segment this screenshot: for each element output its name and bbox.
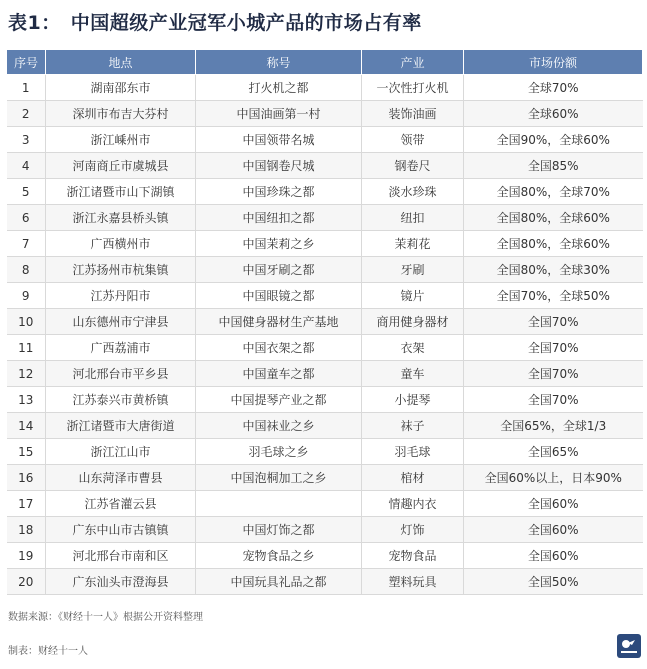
header-location: 地点 — [46, 50, 196, 75]
table-row — [7, 257, 643, 283]
cell-industry: 茉莉花 — [362, 231, 464, 257]
cell-market-share: 全国80%，全球60% — [464, 231, 643, 257]
cell-location: 浙江诸暨市大唐街道 — [46, 413, 196, 439]
cell-location: 山东德州市宁津县 — [46, 309, 196, 335]
cell-title: 中国提琴产业之都 — [196, 387, 362, 413]
cell-title: 打火机之都 — [196, 75, 362, 101]
cell-market-share: 全国60%以上，日本90% — [464, 465, 643, 491]
cell-location: 山东菏泽市曹县 — [46, 465, 196, 491]
cell-market-share: 全国65%，全球1/3 — [464, 413, 643, 439]
cell-location: 河南商丘市虞城县 — [46, 153, 196, 179]
cell-index: 4 — [7, 153, 46, 179]
cell-industry: 小提琴 — [362, 387, 464, 413]
cell-title: 中国钢卷尺城 — [196, 153, 362, 179]
cell-industry: 灯饰 — [362, 517, 464, 543]
table-title — [8, 8, 422, 35]
cell-location: 河北邢台市南和区 — [46, 543, 196, 569]
cell-market-share: 全国90%，全球60% — [464, 127, 643, 153]
cell-title: 中国油画第一村 — [196, 101, 362, 127]
cell-title — [196, 491, 362, 517]
table-row — [7, 439, 643, 465]
cell-title: 中国珍珠之都 — [196, 179, 362, 205]
cell-location: 江苏丹阳市 — [46, 283, 196, 309]
cell-location: 广西横州市 — [46, 231, 196, 257]
table-maker-note: 制表：财经十一人 — [8, 646, 88, 657]
cell-location: 江苏省灌云县 — [46, 491, 196, 517]
cell-market-share: 全国70% — [464, 335, 643, 361]
cell-title: 中国健身器材生产基地 — [196, 309, 362, 335]
cell-location: 河北邢台市平乡县 — [46, 361, 196, 387]
cell-location: 广东中山市古镇镇 — [46, 517, 196, 543]
cell-index: 9 — [7, 283, 46, 309]
table-title-text: 中国超级产业冠军小城产品的市场占有率 — [70, 12, 422, 34]
cell-index: 15 — [7, 439, 46, 465]
cell-title: 中国袜业之乡 — [196, 413, 362, 439]
table-row — [7, 361, 643, 387]
cell-market-share: 全国85% — [464, 153, 643, 179]
cell-industry: 淡水珍珠 — [362, 179, 464, 205]
cell-index: 20 — [7, 569, 46, 595]
table-row — [7, 517, 643, 543]
cell-title: 中国泡桐加工之乡 — [196, 465, 362, 491]
cell-industry: 羽毛球 — [362, 439, 464, 465]
cell-market-share: 全国70% — [464, 309, 643, 335]
cell-index: 19 — [7, 543, 46, 569]
table-row — [7, 309, 643, 335]
table-row — [7, 231, 643, 257]
cell-market-share: 全国70% — [464, 361, 643, 387]
data-source-note: 数据来源：《财经十一人》根据公开资料整理 — [8, 612, 203, 623]
caijing-eleven-logo-icon — [617, 634, 641, 658]
cell-index: 8 — [7, 257, 46, 283]
cell-industry: 棺材 — [362, 465, 464, 491]
cell-index: 6 — [7, 205, 46, 231]
cell-market-share: 全国70% — [464, 387, 643, 413]
cell-market-share: 全国80%，全球70% — [464, 179, 643, 205]
header-market-share: 市场份额 — [464, 50, 643, 75]
cell-index: 13 — [7, 387, 46, 413]
table-row — [7, 127, 643, 153]
table-title-prefix: 表1： — [8, 12, 61, 34]
table-row — [7, 179, 643, 205]
cell-industry: 情趣内衣 — [362, 491, 464, 517]
table-row — [7, 153, 643, 179]
cell-market-share: 全国60% — [464, 491, 643, 517]
cell-location: 浙江嵊州市 — [46, 127, 196, 153]
table-header-row — [7, 50, 643, 75]
cell-market-share: 全国80%，全球30% — [464, 257, 643, 283]
table-row — [7, 543, 643, 569]
cell-location: 浙江诸暨市山下湖镇 — [46, 179, 196, 205]
cell-location: 江苏泰兴市黄桥镇 — [46, 387, 196, 413]
cell-industry: 领带 — [362, 127, 464, 153]
cell-location: 浙江江山市 — [46, 439, 196, 465]
cell-title: 中国纽扣之都 — [196, 205, 362, 231]
cell-index: 10 — [7, 309, 46, 335]
table-row — [7, 283, 643, 309]
cell-industry: 镜片 — [362, 283, 464, 309]
table-row — [7, 387, 643, 413]
cell-title: 中国眼镜之都 — [196, 283, 362, 309]
cell-market-share: 全国80%，全球60% — [464, 205, 643, 231]
table-row — [7, 101, 643, 127]
cell-index: 11 — [7, 335, 46, 361]
cell-industry: 商用健身器材 — [362, 309, 464, 335]
cell-market-share: 全国60% — [464, 517, 643, 543]
cell-location: 广西荔浦市 — [46, 335, 196, 361]
cell-market-share: 全球70% — [464, 75, 643, 101]
cell-industry: 宠物食品 — [362, 543, 464, 569]
cell-index: 2 — [7, 101, 46, 127]
cell-title: 中国灯饰之都 — [196, 517, 362, 543]
cell-index: 7 — [7, 231, 46, 257]
cell-location: 浙江永嘉县桥头镇 — [46, 205, 196, 231]
cell-index: 14 — [7, 413, 46, 439]
table-row — [7, 335, 643, 361]
cell-industry: 袜子 — [362, 413, 464, 439]
cell-location: 江苏扬州市杭集镇 — [46, 257, 196, 283]
cell-location: 湖南邵东市 — [46, 75, 196, 101]
table-body — [7, 75, 643, 595]
cell-industry: 纽扣 — [362, 205, 464, 231]
cell-index: 16 — [7, 465, 46, 491]
cell-industry: 装饰油画 — [362, 101, 464, 127]
cell-industry: 塑料玩具 — [362, 569, 464, 595]
cell-market-share: 全国70%，全球50% — [464, 283, 643, 309]
cell-industry: 衣架 — [362, 335, 464, 361]
market-share-table — [6, 49, 643, 595]
cell-index: 12 — [7, 361, 46, 387]
table-row — [7, 413, 643, 439]
cell-industry: 童车 — [362, 361, 464, 387]
header-title: 称号 — [196, 50, 362, 75]
cell-location: 广东汕头市澄海县 — [46, 569, 196, 595]
cell-title: 羽毛球之乡 — [196, 439, 362, 465]
cell-location: 深圳市布吉大芬村 — [46, 101, 196, 127]
cell-market-share: 全球60% — [464, 101, 643, 127]
table-row — [7, 205, 643, 231]
cell-index: 17 — [7, 491, 46, 517]
cell-market-share: 全国60% — [464, 543, 643, 569]
cell-title: 中国茉莉之乡 — [196, 231, 362, 257]
cell-index: 18 — [7, 517, 46, 543]
table-row — [7, 75, 643, 101]
cell-industry: 牙刷 — [362, 257, 464, 283]
cell-index: 5 — [7, 179, 46, 205]
cell-title: 中国童车之都 — [196, 361, 362, 387]
cell-title: 中国衣架之都 — [196, 335, 362, 361]
header-industry: 产业 — [362, 50, 464, 75]
table-row — [7, 569, 643, 595]
cell-title: 中国玩具礼品之都 — [196, 569, 362, 595]
cell-industry: 钢卷尺 — [362, 153, 464, 179]
table-row — [7, 491, 643, 517]
cell-index: 3 — [7, 127, 46, 153]
table-row — [7, 465, 643, 491]
header-index: 序号 — [7, 50, 46, 75]
cell-index: 1 — [7, 75, 46, 101]
cell-title: 宠物食品之乡 — [196, 543, 362, 569]
cell-title: 中国领带名城 — [196, 127, 362, 153]
cell-industry: 一次性打火机 — [362, 75, 464, 101]
cell-market-share: 全国50% — [464, 569, 643, 595]
cell-market-share: 全国65% — [464, 439, 643, 465]
cell-title: 中国牙刷之都 — [196, 257, 362, 283]
